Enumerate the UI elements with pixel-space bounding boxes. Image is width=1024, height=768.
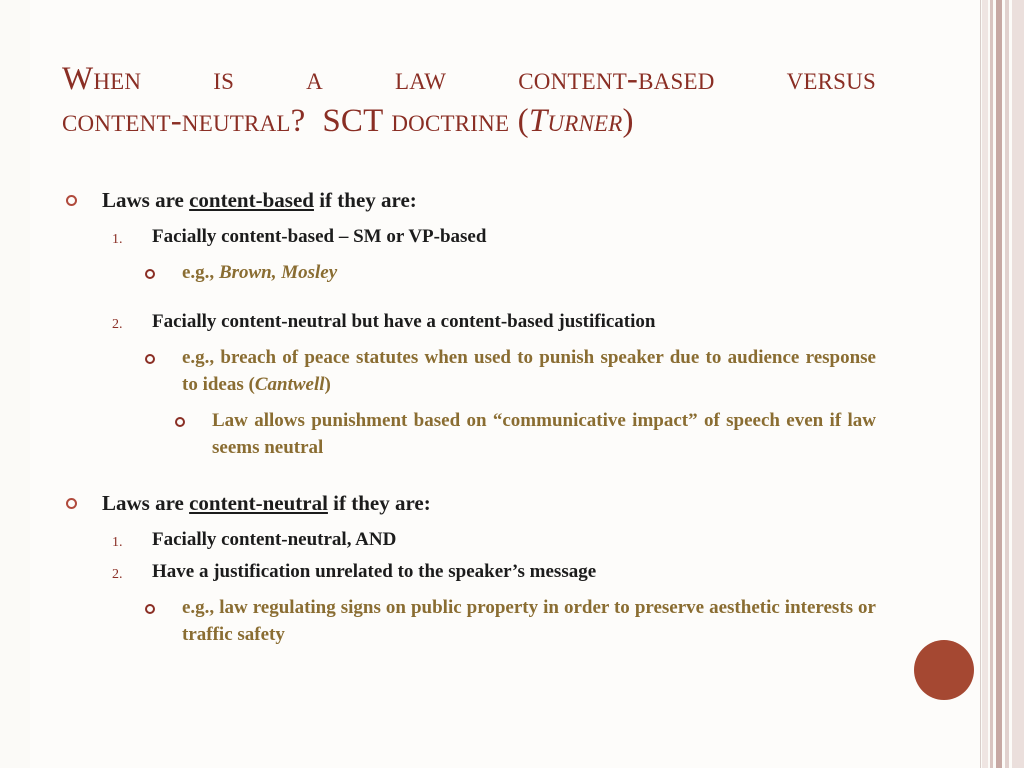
decorative-stripe (982, 0, 988, 768)
bullet-content-based (62, 186, 876, 214)
item-text: Have a justification unrelated to the speaker’s message (152, 561, 597, 582)
numbered-item (62, 308, 876, 335)
numbered-item (62, 526, 876, 553)
title-line-2 (62, 100, 876, 142)
slide-body (62, 186, 876, 648)
item-text: Facially content-neutral, AND (152, 529, 397, 550)
bullet-ring-icon (175, 417, 185, 427)
bullet-content-neutral (62, 489, 876, 517)
numbered-item (62, 558, 876, 585)
bullet-ring-icon (145, 354, 155, 364)
title-word: is (213, 61, 235, 97)
case-name-turner: Turner (528, 103, 623, 139)
bullet-ring-icon (145, 604, 155, 614)
decorative-circle (914, 640, 974, 700)
decorative-stripe (1012, 0, 1024, 768)
sub-example-item (62, 407, 876, 461)
case-names: Brown, Mosley (218, 262, 338, 283)
title-word: content-based (518, 61, 715, 97)
numbered-item (62, 223, 876, 250)
bullet-text: if they are: (313, 188, 417, 212)
term-content-neutral: content-neutral (189, 491, 328, 515)
title-word: a (306, 61, 323, 97)
case-name-cantwell: Cantwell (254, 374, 325, 395)
example-text: e.g., breach of peace statutes when used to punish speaker due to audience response to ideas ( (182, 347, 876, 395)
bullet-ring-icon (66, 195, 77, 206)
example-text: ) (324, 374, 331, 395)
item-number: 2. (112, 567, 123, 582)
item-number: 1. (112, 232, 123, 247)
decorative-stripe (1005, 0, 1009, 768)
item-number: 1. (112, 535, 123, 550)
decorative-stripe (0, 0, 30, 768)
decorative-stripe (990, 0, 993, 768)
example-item (62, 344, 876, 398)
title-text: ) (622, 103, 634, 139)
item-number: 2. (112, 317, 123, 332)
decorative-stripe (996, 0, 1002, 768)
bullet-ring-icon (66, 498, 77, 509)
title-word: versus (786, 61, 876, 97)
example-item (62, 259, 876, 286)
bullet-text: Laws are (102, 188, 190, 212)
example-item (62, 594, 876, 648)
bullet-ring-icon (145, 269, 155, 279)
bullet-text: if they are: (327, 491, 431, 515)
example-text: e.g., law regulating signs on public property in order to preserve aesthetic interests or traffic safety (182, 597, 876, 645)
term-content-based: content-based (189, 188, 314, 212)
item-text: Facially content-based – SM or VP-based (152, 226, 487, 247)
slide-title (62, 58, 876, 142)
title-word: When (62, 61, 142, 97)
item-text: Facially content-neutral but have a content-based justification (152, 311, 656, 332)
title-line-1 (62, 58, 876, 100)
bullet-text: Laws are (102, 491, 190, 515)
sub-example-text: Law allows punishment based on “communicative impact” of speech even if law seems neutral (212, 410, 876, 458)
title-text: content-neutral? SCT doctrine ( (62, 103, 529, 139)
example-text: e.g., (182, 262, 219, 283)
title-word: law (395, 61, 447, 97)
